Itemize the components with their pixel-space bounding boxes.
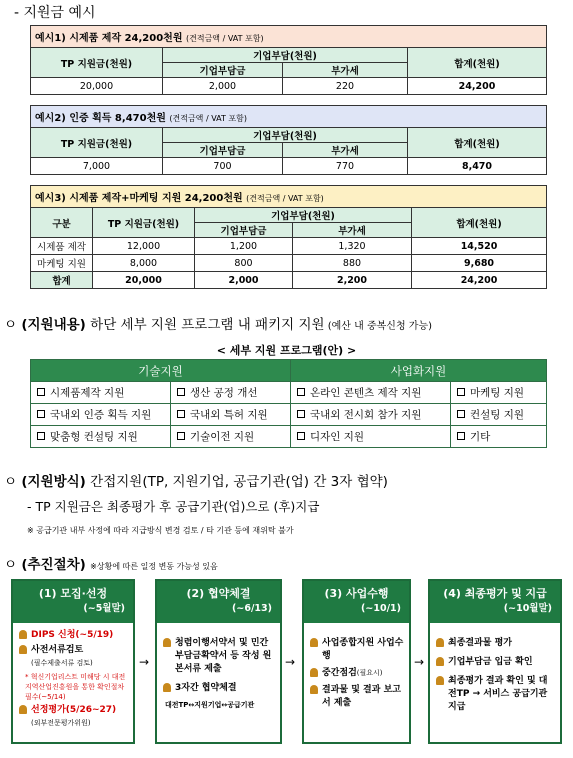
program-item: 컨설팅 지원 xyxy=(451,404,547,426)
step-2-box xyxy=(155,579,282,744)
step-1-header xyxy=(13,581,133,623)
header-tp: TP 지원금(천원) xyxy=(31,128,163,158)
cell-total: 9,680 xyxy=(412,255,547,272)
table-row xyxy=(31,255,547,272)
bullet: ㅇ xyxy=(4,474,18,490)
bell-icon xyxy=(436,657,444,666)
example-1-title: 예시1) 시제품 제작 24,200천원 (견적금액 / VAT 포함) xyxy=(31,26,547,48)
example-3-table xyxy=(30,185,547,289)
checkbox-icon xyxy=(177,388,185,396)
bell-icon xyxy=(19,630,27,639)
checkbox-icon xyxy=(177,432,185,440)
step-title: (3) 사업수행 xyxy=(324,587,389,600)
header-vat: 부가세 xyxy=(283,63,408,78)
arrow-icon: → xyxy=(139,655,150,669)
cell-share: 700 xyxy=(163,158,283,175)
cell-type: 시제품 제작 xyxy=(31,238,93,255)
step-item: 결과물 및 결과 보고서 제출 xyxy=(310,684,405,710)
step-item: 3자간 협약체결 xyxy=(163,682,276,695)
step-1-box xyxy=(11,579,135,744)
program-item: 디자인 지원 xyxy=(291,426,451,448)
program-item: 국내외 특허 지원 xyxy=(171,404,291,426)
program-row xyxy=(31,404,547,426)
header-total: 합계(천원) xyxy=(408,48,547,78)
step-item: 최종결과물 평가 xyxy=(436,637,556,650)
bullet: ㅇ xyxy=(4,317,18,333)
bell-icon xyxy=(310,668,318,677)
cell-vat: 770 xyxy=(283,158,408,175)
program-row xyxy=(31,426,547,448)
bell-icon xyxy=(436,676,444,685)
step-4-header xyxy=(430,581,560,623)
cell-tp: 20,000 xyxy=(31,78,163,95)
bell-icon xyxy=(310,685,318,694)
header-total: 합계(천원) xyxy=(412,208,547,238)
biz-support-header: 사업화지원 xyxy=(291,360,547,382)
step-due: (~6/13) xyxy=(232,603,272,614)
cell-total: 14,520 xyxy=(412,238,547,255)
cell-total: 24,200 xyxy=(408,78,547,95)
support-method-label: (지원방식) xyxy=(21,474,86,490)
bullet: ㅇ xyxy=(4,557,18,573)
bell-icon xyxy=(19,705,27,714)
header-company: 기업부담(천원) xyxy=(163,48,408,63)
cell-type: 합계 xyxy=(31,272,93,289)
section-heading: - 지원금 예시 xyxy=(14,5,96,21)
program-item: 국내외 인증 획득 지원 xyxy=(31,404,171,426)
table-row xyxy=(31,238,547,255)
header-vat: 부가세 xyxy=(293,223,412,238)
step-due: (~10월말) xyxy=(503,603,552,614)
step-2-header xyxy=(157,581,280,623)
cell-share: 800 xyxy=(195,255,293,272)
checkbox-icon xyxy=(457,432,465,440)
cell-vat: 2,200 xyxy=(293,272,412,289)
header-company: 기업부담(천원) xyxy=(195,208,412,223)
header-share: 기업부담금 xyxy=(163,63,283,78)
support-method-dash: - TP 지원금은 최종평가 후 공급기관(업)으로 (후)지급 xyxy=(27,499,320,514)
program-item: 온라인 콘텐츠 제작 지원 xyxy=(291,382,451,404)
support-content-text: 하단 세부 지원 프로그램 내 패키지 지원 xyxy=(85,317,325,333)
checkbox-icon xyxy=(297,388,305,396)
table-row-total xyxy=(31,272,547,289)
support-content-line xyxy=(4,313,432,333)
cell-vat: 1,320 xyxy=(293,238,412,255)
cell-tp: 12,000 xyxy=(93,238,195,255)
program-title: < 세부 지원 프로그램(안) > xyxy=(216,344,357,357)
cell-total: 8,470 xyxy=(408,158,547,175)
support-content-note: (예산 내 중복신청 가능) xyxy=(324,321,433,332)
step-due: (~10/1) xyxy=(361,603,401,614)
cell-tp: 8,000 xyxy=(93,255,195,272)
step-title: (2) 협약체결 xyxy=(186,587,251,600)
header-tp: TP 지원금(천원) xyxy=(93,208,195,238)
support-method-line xyxy=(4,470,388,490)
step-item-sub: 대전TP↔지원기업↔공급기관 xyxy=(165,701,255,709)
program-table xyxy=(30,359,547,448)
cell-share: 2,000 xyxy=(195,272,293,289)
example-1-table xyxy=(30,25,547,95)
checkbox-icon xyxy=(37,432,45,440)
step-3-header xyxy=(304,581,409,623)
step-due: (~5월말) xyxy=(83,603,125,614)
step-3-box xyxy=(302,579,411,744)
example-3-title: 예시3) 시제품 제작+마케팅 지원 24,200천원 (견적금액 / VAT 포함) xyxy=(31,186,547,208)
step-item: DIPS 신청(~5/19) xyxy=(19,629,129,642)
checkbox-icon xyxy=(297,410,305,418)
procedure-note: ※상황에 따른 일정 변동 가능성 있음 xyxy=(90,562,218,571)
checkbox-icon xyxy=(37,388,45,396)
example-2-title: 예시2) 인증 획득 8,470천원 (견적금액 / VAT 포함) xyxy=(31,106,547,128)
procedure-label: (추진절차) xyxy=(21,557,86,573)
header-company: 기업부담(천원) xyxy=(163,128,408,143)
header-type: 구분 xyxy=(31,208,93,238)
bell-icon xyxy=(436,638,444,647)
program-item: 기타 xyxy=(451,426,547,448)
step-title: (4) 최종평가 및 지급 xyxy=(443,587,547,600)
header-total: 합계(천원) xyxy=(408,128,547,158)
step-item-note: * 혁신기업리스트 미해당 시 대전지역산업진흥원을 통한 확인절차 필수(~5/14) xyxy=(25,673,126,701)
cell-share: 2,000 xyxy=(163,78,283,95)
support-method-text: 간접지원(TP, 지원기업, 공급기관(업) 간 3자 협약) xyxy=(85,474,388,490)
program-item: 생산 공정 개선 xyxy=(171,382,291,404)
support-content-label: (지원내용) xyxy=(21,317,86,333)
step-4-box xyxy=(428,579,562,744)
header-tp: TP 지원금(천원) xyxy=(31,48,163,78)
procedure-line xyxy=(4,553,218,573)
cell-total: 24,200 xyxy=(412,272,547,289)
bell-icon xyxy=(163,683,171,692)
program-item: 기술이전 지원 xyxy=(171,426,291,448)
bell-icon xyxy=(310,638,318,647)
cell-share: 1,200 xyxy=(195,238,293,255)
program-item: 국내외 전시회 참가 지원 xyxy=(291,404,451,426)
arrow-icon: → xyxy=(285,655,296,669)
cell-type: 마케팅 지원 xyxy=(31,255,93,272)
bell-icon xyxy=(163,638,171,647)
tech-support-header: 기술지원 xyxy=(31,360,291,382)
step-item: 청렴이행서약서 및 민간부담금확약서 등 작성 원본서류 제출 xyxy=(163,637,276,676)
program-item: 맞춤형 컨설팅 지원 xyxy=(31,426,171,448)
header-share: 기업부담금 xyxy=(163,143,283,158)
checkbox-icon xyxy=(37,410,45,418)
support-method-note: ※ 공급기관 내부 사정에 따라 지급방식 변경 검토 / 타 기관 등에 재위탁 불가 xyxy=(27,526,294,535)
header-vat: 부가세 xyxy=(283,143,408,158)
cell-vat: 880 xyxy=(293,255,412,272)
step-item: 최종평가 결과 확인 및 대전TP → 서비스 공급기관 지급 xyxy=(436,675,556,714)
program-item: 마케팅 지원 xyxy=(451,382,547,404)
bell-icon xyxy=(19,645,27,654)
cell-vat: 220 xyxy=(283,78,408,95)
arrow-icon: → xyxy=(414,655,425,669)
step-item: 사업종합지원 사업수행 xyxy=(310,637,405,663)
checkbox-icon xyxy=(297,432,305,440)
cell-tp: 7,000 xyxy=(31,158,163,175)
program-row xyxy=(31,382,547,404)
step-item: 선정평가(5/26~27) (외부전문평가위원) xyxy=(19,704,129,730)
header-share: 기업부담금 xyxy=(195,223,293,238)
step-item: 중간점검(필요시) xyxy=(310,667,405,680)
program-item: 시제품제작 지원 xyxy=(31,382,171,404)
checkbox-icon xyxy=(457,388,465,396)
step-title: (1) 모집·선정 xyxy=(38,587,108,600)
cell-tp: 20,000 xyxy=(93,272,195,289)
step-item: 사전서류검토 (필수제출서류 검토) xyxy=(19,644,129,670)
checkbox-icon xyxy=(177,410,185,418)
checkbox-icon xyxy=(457,410,465,418)
step-item: 기업부담금 입금 확인 xyxy=(436,656,556,669)
example-2-table xyxy=(30,105,547,175)
